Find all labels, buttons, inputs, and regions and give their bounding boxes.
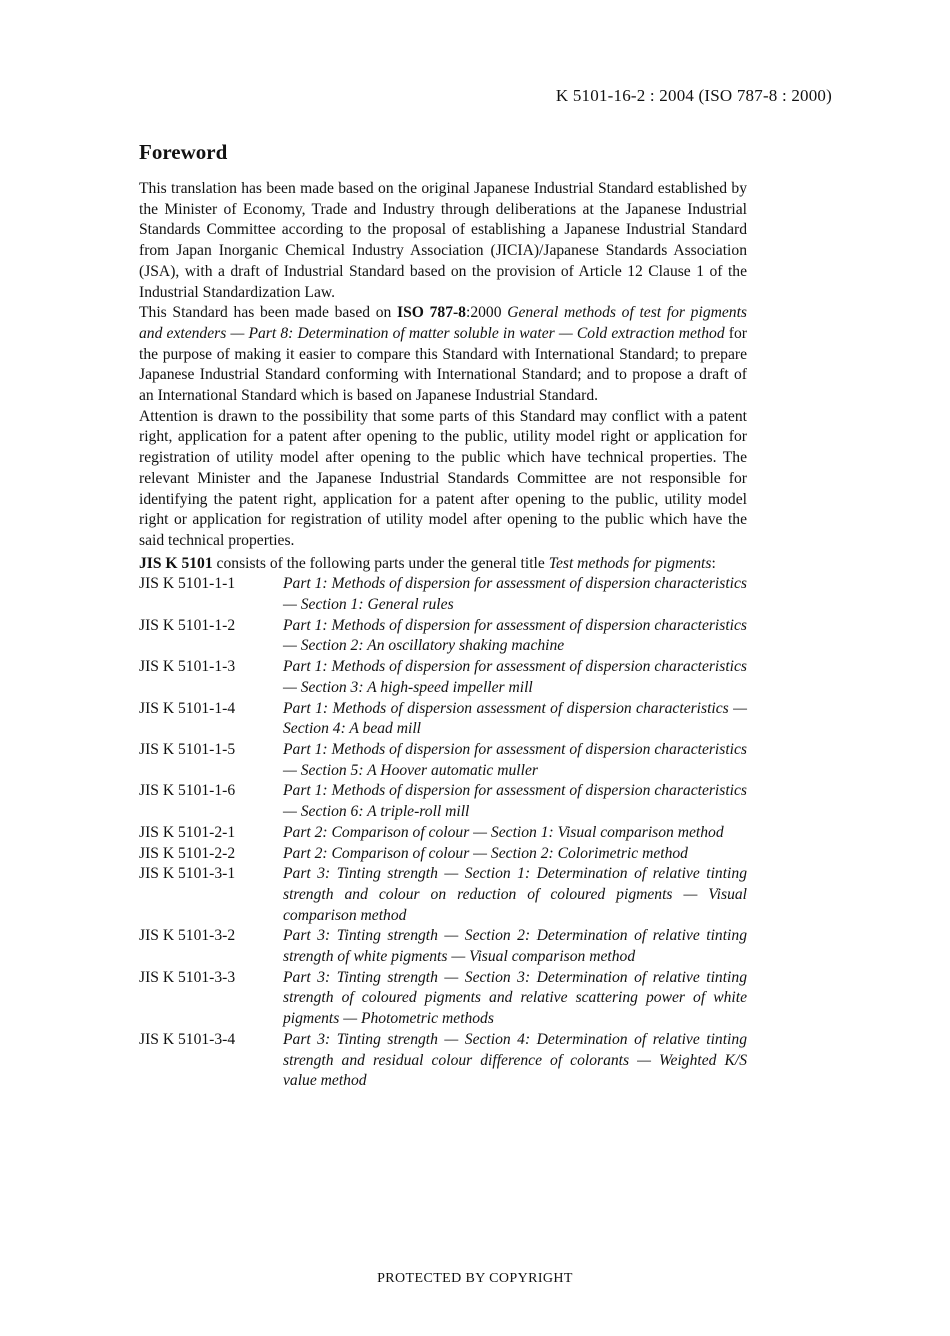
foreword-heading: Foreword <box>139 140 228 164</box>
part-row <box>139 968 747 1030</box>
part-code: JIS K 5101-1-2 <box>139 616 236 634</box>
basis-rest-text: for the purpose of making it easier to compare this Standard with International Standard; to prepare Japanese Industrial Standard conforming with International Standard; and to propose a draft of an International Standard which is based on Japanese Industrial Standard. <box>139 324 747 405</box>
part-code: JIS K 5101-1-5 <box>139 740 236 758</box>
part-title: Part 2: Comparison of colour — Section 1: Visual comparison method <box>283 823 724 841</box>
part-title: Part 3: Tinting strength — Section 1: Determination of relative tinting strength and colour on reduction of coloured pigments — Visual comparison method <box>283 865 747 924</box>
part-row <box>139 1030 747 1092</box>
part-title: Part 3: Tinting strength — Section 3: Determination of relative tinting strength of coloured pigments and relative scattering power of white pigments — Photometric methods <box>283 968 747 1028</box>
parts-intro-paragraph <box>139 554 747 575</box>
iso-reference: ISO 787-8 <box>397 304 466 322</box>
part-title: Part 1: Methods of dispersion assessment of dispersion characteristics — Section 4: A bead mill <box>283 699 747 738</box>
parts-intro-end: : <box>711 554 716 572</box>
part-row <box>139 740 747 781</box>
copyright-notice: PROTECTED BY COPYRIGHT <box>377 1271 573 1286</box>
parts-intro-text: consists of the following parts under the general title <box>212 554 549 572</box>
iso-year: :2000 <box>465 304 508 322</box>
part-row <box>139 781 747 822</box>
part-row <box>139 926 747 967</box>
part-code: JIS K 5101-1-6 <box>139 782 236 800</box>
part-code: JIS K 5101-2-1 <box>139 823 236 841</box>
jis-reference: JIS K 5101 <box>139 554 213 572</box>
part-title: Part 1: Methods of dispersion for assessment of dispersion characteristics — Section 5: A Hoover automatic muller <box>283 740 747 779</box>
basis-lead-text: This Standard has been made based on <box>139 304 398 322</box>
part-row <box>139 657 747 698</box>
part-title: Part 1: Methods of dispersion for assessment of dispersion characteristics — Section 3: A high-speed impeller mill <box>283 658 747 696</box>
part-row <box>139 844 747 865</box>
patent-paragraph: Attention is drawn to the possibility that some parts of this Standard may conflict with a patent right, application for a patent after opening to the public, utility model right or application for registration of utility model after opening to the public which have technical properties. The relevant Minister and the Japanese Industrial Standards Committee are not responsible for identifying the patent right, application for a patent after opening to the public, utility model right or application for registration of utility model after opening to the public which have the said technical properties. <box>139 407 747 549</box>
part-code: JIS K 5101-1-1 <box>139 575 236 593</box>
part-title: Part 3: Tinting strength — Section 2: Determination of relative tinting strength of white pigments — Visual comparison method <box>283 927 747 966</box>
part-code: JIS K 5101-3-1 <box>139 865 236 883</box>
part-title: Part 3: Tinting strength — Section 4: Determination of relative tinting strength and residual colour difference of colorants — Weighted K/S value method <box>283 1030 747 1090</box>
general-title: Test methods for pigments <box>548 554 712 572</box>
part-row <box>139 616 747 657</box>
part-code: JIS K 5101-1-4 <box>139 699 236 717</box>
part-title: Part 2: Comparison of colour — Section 2: Colorimetric method <box>283 844 688 862</box>
part-row <box>139 823 747 844</box>
translation-paragraph: This translation has been made based on the original Japanese Industrial Standard established by the Minister of Economy, Trade and Industry through deliberations at the Japanese Industrial Standards Committee according to the proposal of establishing a Japanese Industrial Standard from Japan Inorganic Chemical Industry Association (JICIA)/Japanese Standards Association (JSA), with a draft of Industrial Standard based on the provision of Article 12 Clause 1 of the Industrial Standardization Law. <box>139 180 747 301</box>
part-row <box>139 699 747 740</box>
part-code: JIS K 5101-2-2 <box>139 844 236 862</box>
document-designation: K 5101-16-2 : 2004 (ISO 787-8 : 2000) <box>555 86 832 105</box>
part-title: Part 1: Methods of dispersion for assessment of dispersion characteristics — Section 6: A triple-roll mill <box>283 782 747 821</box>
part-title: Part 1: Methods of dispersion for assessment of dispersion characteristics — Section 2: An oscillatory shaking machine <box>283 616 747 655</box>
part-title: Part 1: Methods of dispersion for assessment of dispersion characteristics — Section 1: General rules <box>283 575 747 614</box>
part-row <box>139 574 747 615</box>
parts-list <box>139 574 747 1092</box>
foreword-body <box>139 179 747 1092</box>
part-code: JIS K 5101-1-3 <box>139 658 236 676</box>
iso-title: General methods of test for pigments and extenders — Part 8: Determination of matter soluble in water — Cold extraction method <box>139 304 747 342</box>
part-code: JIS K 5101-3-4 <box>139 1030 236 1048</box>
part-row <box>139 864 747 926</box>
part-code: JIS K 5101-3-2 <box>139 927 236 945</box>
part-code: JIS K 5101-3-3 <box>139 968 236 986</box>
basis-paragraph <box>139 303 747 407</box>
